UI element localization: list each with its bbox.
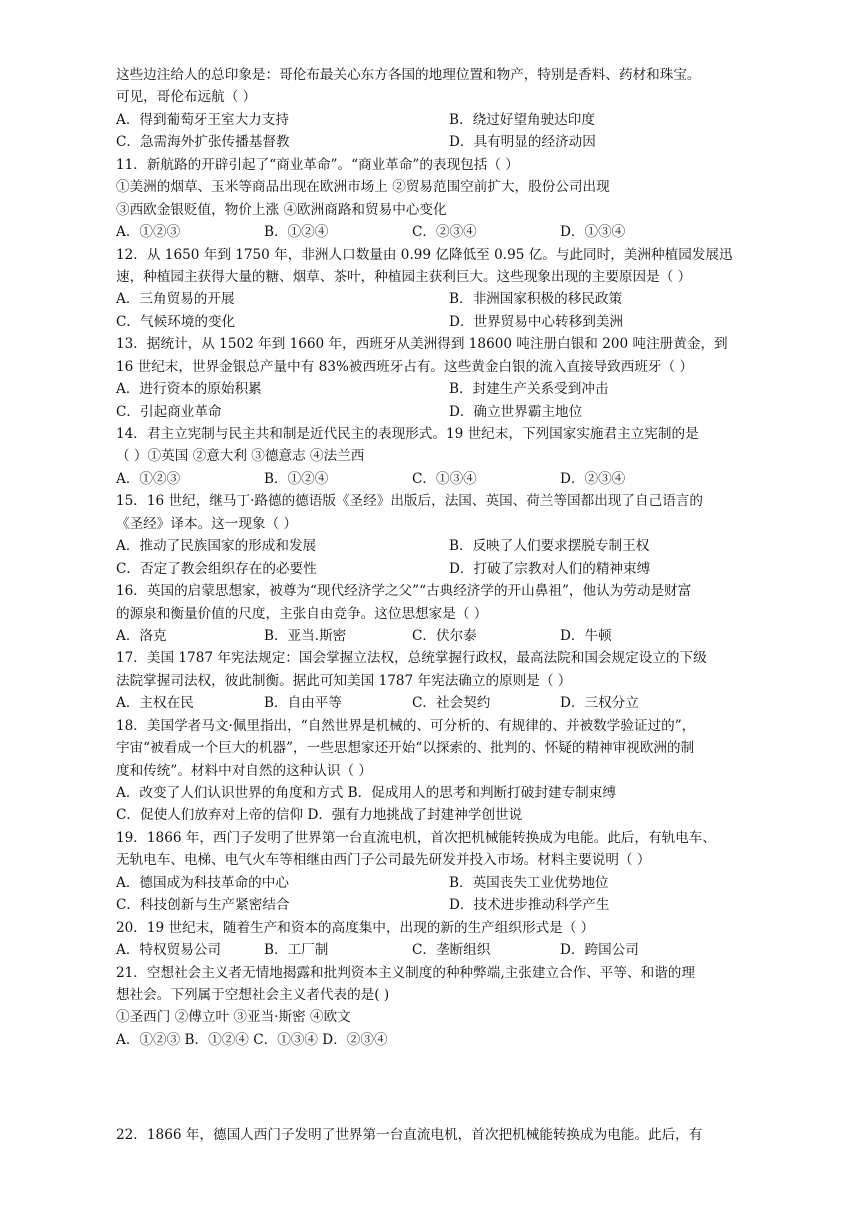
- q18-options-cd: C．促使人们放弃对上帝的信仰 D．强有力地挑战了封建神学创世说: [116, 807, 523, 824]
- q20-stem: 20．19 世纪末，随着生产和资本的高度集中，出现的新的生产组织形式是（ ）: [116, 919, 595, 936]
- q13-stem-2: 16 世纪末，世界金银总产量中有 83%被西班牙占有。这些黄金白银的流入直接导致西班牙（ ）: [116, 358, 694, 375]
- q21-stem-1: 21．空想社会主义者无情地揭露和批判资本主义制度的种种弊端,主张建立合作、平等、和谐的理: [116, 964, 695, 981]
- q18-stem-1: 18．美国学者马文·佩里指出，“自然世界是机械的、可分析的、有规律的、并被数学验证过的”，: [116, 717, 696, 734]
- q16-option-a: A．洛克: [116, 627, 167, 644]
- q19-options-cd: [116, 894, 766, 916]
- q19-option-a: A．德国成为科技革命的中心: [116, 874, 289, 891]
- q22-stem: 22．1866 年，德国人西门子发明了世界第一台直流电机，首次把机械能转换成为电能。此后，有: [116, 1127, 703, 1143]
- q17-option-a: A．主权在民: [116, 695, 194, 712]
- q19-option-d: D．技术进步推动科学产生: [449, 897, 610, 914]
- q11-items-1: ①美洲的烟草、玉米等商品出现在欧洲市场上 ②贸易范围空前扩大，股份公司出现: [116, 179, 610, 196]
- q13-option-b: B．封建生产关系受到冲击: [449, 381, 609, 398]
- q15-stem-1: 15．16 世纪，继马丁·路德的德语版《圣经》出版后，法国、英国、荷兰等国都出现了自己语言的: [116, 493, 703, 510]
- q14-option-b: B．①②④: [264, 470, 329, 487]
- q10-options-cd: [116, 131, 766, 153]
- q12-option-d: D．世界贸易中心转移到美洲: [449, 313, 624, 330]
- q10-option-a: A．得到葡萄牙王室大力支持: [116, 111, 289, 128]
- q12-stem-2: 速，种植园主获得大量的糖、烟草、茶叶，种植园主获利巨大。这些现象出现的主要原因是（ ）: [116, 268, 692, 285]
- q21-options: A．①②③ B．①②④ C．①③④ D．②③④: [116, 1031, 388, 1048]
- q13-stem-1: 13．据统计，从 1502 年到 1660 年，西班牙从美洲得到 18600 吨注册白银和 200 吨注册黄金，到: [116, 336, 728, 353]
- q18-stem-2: 宇宙“被看成一个巨大的机器”，一些思想家还开始“以探索的、批判的、怀疑的精神审视欧洲的制: [116, 740, 695, 757]
- q18-stem-3: 度和传统”。材料中对自然的这种认识（ ）: [116, 762, 372, 779]
- q18-options-ab: A．改变了人们认识世界的角度和方式 B．促成用人的思考和判断打破封建专制束缚: [116, 785, 616, 801]
- q16-option-b: B．亚当.斯密: [264, 627, 347, 644]
- question-list: [116, 64, 766, 1051]
- q13-option-c: C．引起商业革命: [116, 403, 222, 420]
- q15-option-c: C．否定了教会组织存在的必要性: [116, 560, 317, 577]
- q14-option-a: A．①②③: [116, 470, 181, 487]
- q14-option-d: D．②③④: [560, 470, 626, 487]
- q14-stem-2: （ ）①英国 ②意大利 ③德意志 ④法兰西: [116, 448, 365, 465]
- q17-option-c: C．社会契约: [412, 695, 491, 712]
- q16-options: [116, 625, 766, 647]
- q15-option-d: D．打破了宗教对人们的精神束缚: [449, 560, 651, 577]
- q11-option-a: A．①②③: [116, 224, 181, 241]
- q10-line-2: 可见，哥伦布远航（ ）: [116, 89, 257, 106]
- q16-stem-1: 16．英国的启蒙思想家，被尊为“现代经济学之父”“古典经济学的开山鼻祖”，他认为劳动是财富: [116, 583, 692, 600]
- q11-items-2: ③西欧金银贬值，物价上涨 ④欧洲商路和贸易中心变化: [116, 201, 447, 218]
- q15-options-ab: [116, 535, 766, 557]
- q19-options-ab: [116, 872, 766, 894]
- q10-option-d: D．具有明显的经济动因: [449, 134, 596, 151]
- q16-stem-2: 的源泉和衡量价值的尺度，主张自由竞争。这位思想家是（ ）: [116, 605, 488, 622]
- q21-items: ①圣西门 ②傅立叶 ③亚当·斯密 ④欧文: [116, 1009, 351, 1026]
- q10-options-ab: [116, 109, 766, 131]
- q17-stem-1: 17．美国 1787 年宪法规定：国会掌握立法权，总统掌握行政权，最高法院和国会规定设立的下级: [116, 650, 707, 667]
- q17-stem-2: 法院掌握司法权，彼此制衡。据此可知美国 1787 年宪法确立的原则是（ ）: [116, 672, 572, 689]
- q19-option-c: C．科技创新与生产紧密结合: [116, 897, 290, 914]
- q21-stem-2: 想社会。下列属于空想社会主义者代表的是( ): [116, 986, 390, 1003]
- q12-option-a: A．三角贸易的开展: [116, 291, 235, 308]
- q20-option-a: A．特权贸易公司: [116, 942, 221, 959]
- q12-option-c: C．气候环境的变化: [116, 313, 236, 330]
- q10-option-b: B．绕过好望角驶达印度: [449, 111, 595, 128]
- q16-option-d: D．牛顿: [560, 627, 612, 644]
- q15-options-cd: [116, 558, 766, 580]
- q19-option-b: B．英国丧失工业优势地位: [449, 874, 609, 891]
- q20-option-d: D．跨国公司: [560, 942, 639, 959]
- q14-option-c: C．①③④: [412, 470, 477, 487]
- q17-option-b: B．自由平等: [264, 695, 342, 712]
- q11-option-d: D．①③④: [560, 224, 626, 241]
- q12-stem-1: 12．从 1650 年到 1750 年，非洲人口数量由 0.99 亿降低至 0.95 亿。与此同时，美洲种植园发展迅: [116, 246, 733, 263]
- q13-options-ab: [116, 378, 766, 400]
- q15-stem-2: 《圣经》译本。这一现象（ ）: [116, 515, 298, 532]
- q17-options: [116, 692, 766, 714]
- q19-stem-2: 无轨电车、电梯、电气火车等相继由西门子公司最先研发并投入市场。材料主要说明（ ）: [116, 852, 651, 869]
- q17-option-d: D．三权分立: [560, 695, 639, 712]
- q15-option-a: A．推动了民族国家的形成和发展: [116, 538, 317, 555]
- q11-option-c: C．②③④: [412, 224, 477, 241]
- q20-option-c: C．垄断组织: [412, 942, 491, 959]
- q16-option-c: C．伏尔泰: [412, 627, 477, 644]
- q12-options-ab: [116, 288, 766, 310]
- q10-line-1: 这些边注给人的总印象是：哥伦布最关心东方各国的地理位置和物产，特别是香料、药材和珠宝。: [116, 67, 701, 83]
- q13-options-cd: [116, 401, 766, 423]
- q12-options-cd: [116, 311, 766, 333]
- q15-option-b: B．反映了人们要求摆脱专制王权: [449, 538, 650, 555]
- q14-options: [116, 468, 766, 490]
- q11-option-b: B．①②④: [264, 224, 329, 241]
- q20-option-b: B．工厂制: [264, 942, 329, 959]
- q19-stem-1: 19．1866 年，西门子发明了世界第一台直流电机，首次把机械能转换成为电能。此后，有轨电车、: [116, 829, 716, 846]
- q11-options: [116, 221, 766, 243]
- q13-option-d: D．确立世界霸主地位: [449, 403, 583, 420]
- q11-stem: 11．新航路的开辟引起了“商业革命”。“商业革命”的表现包括（ ）: [116, 156, 519, 173]
- q13-option-a: A．进行资本的原始积累: [116, 381, 262, 398]
- q12-option-b: B．非洲国家积极的移民政策: [449, 291, 623, 308]
- q20-options: [116, 939, 766, 961]
- q14-stem-1: 14．君主立宪制与民主共和制是近代民主的表现形式。19 世纪末，下列国家实施君主立宪制的是: [116, 426, 699, 442]
- q10-option-c: C．急需海外扩张传播基督教: [116, 134, 290, 151]
